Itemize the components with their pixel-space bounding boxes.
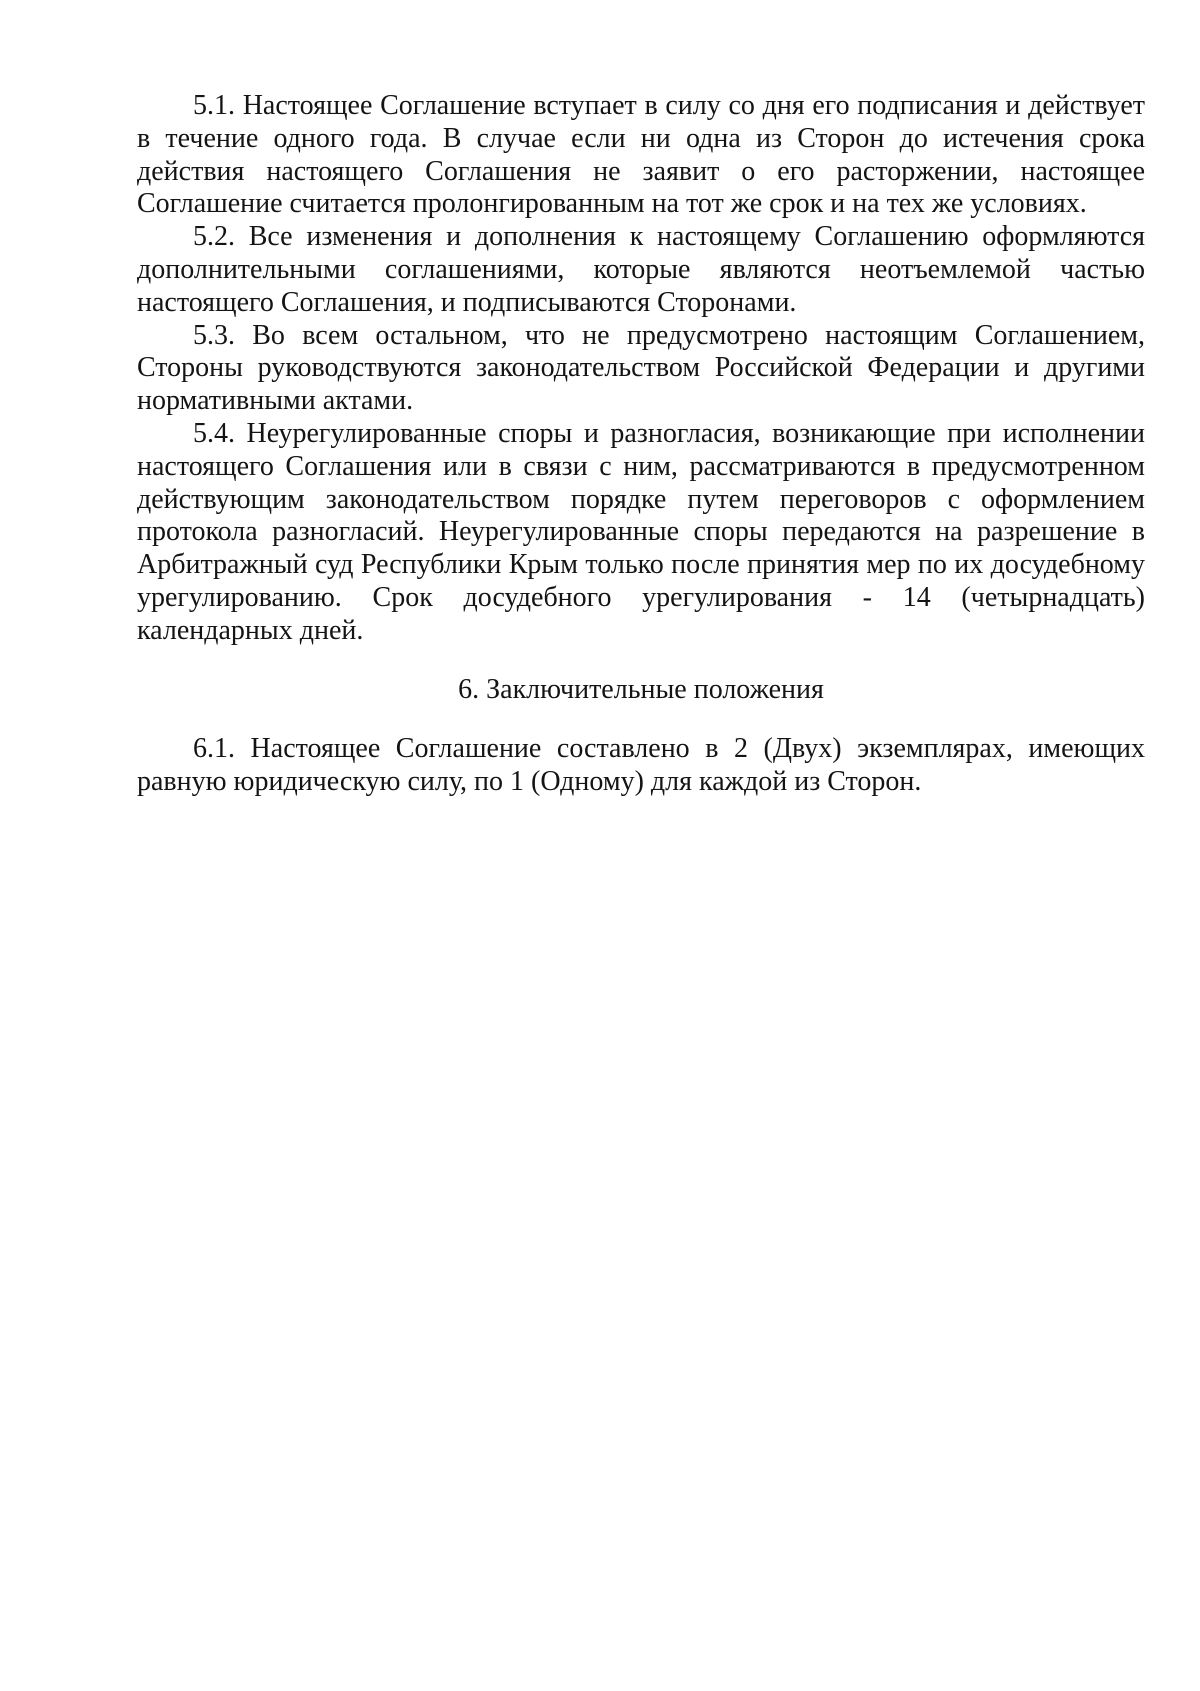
paragraph-6-1: 6.1. Настоящее Соглашение составлено в 2 (Двух) экземплярах, имеющих равную юридическую силу, по 1 (Одному) для каждой из Сторон. (137, 733, 1145, 798)
paragraph-5-4: 5.4. Неурегулированные споры и разногласия, возникающие при исполнении настоящего Соглашения или в связи с ним, рассматриваются в предусмотренном действующим законодательством порядке путем переговоров с оформлением протокола разногласий. Неурегулированные споры передаются на разрешение в Арбитражный суд Республики Крым только после принятия мер по их досудебному урегулированию. Срок досудебного урегулирования - 14 (четырнадцать) календарных дней. (137, 417, 1145, 646)
section-6-heading: 6. Заключительные положения (458, 673, 824, 705)
paragraph-5-2: 5.2. Все изменения и дополнения к настоящему Соглашению оформляются дополнительными соглашениями, которые являются неотъемлемой частью настоящего Соглашения, и подписываются Сторонами. (137, 221, 1145, 318)
paragraph-5-3: 5.3. Во всем остальном, что не предусмотрено настоящим Соглашением, Стороны руководствуются законодательством Российской Федерации и другими нормативными актами. (137, 319, 1145, 417)
document-body (137, 90, 1145, 799)
paragraph-5-1: 5.1. Настоящее Соглашение вступает в силу со дня его подписания и действует в течение одного года. В случае если ни одна из Сторон до истечения срока действия настоящего Соглашения не заявит о его расторжении, настоящее Соглашение считается пролонгированным на тот же срок и на тех же условиях. (137, 90, 1145, 220)
